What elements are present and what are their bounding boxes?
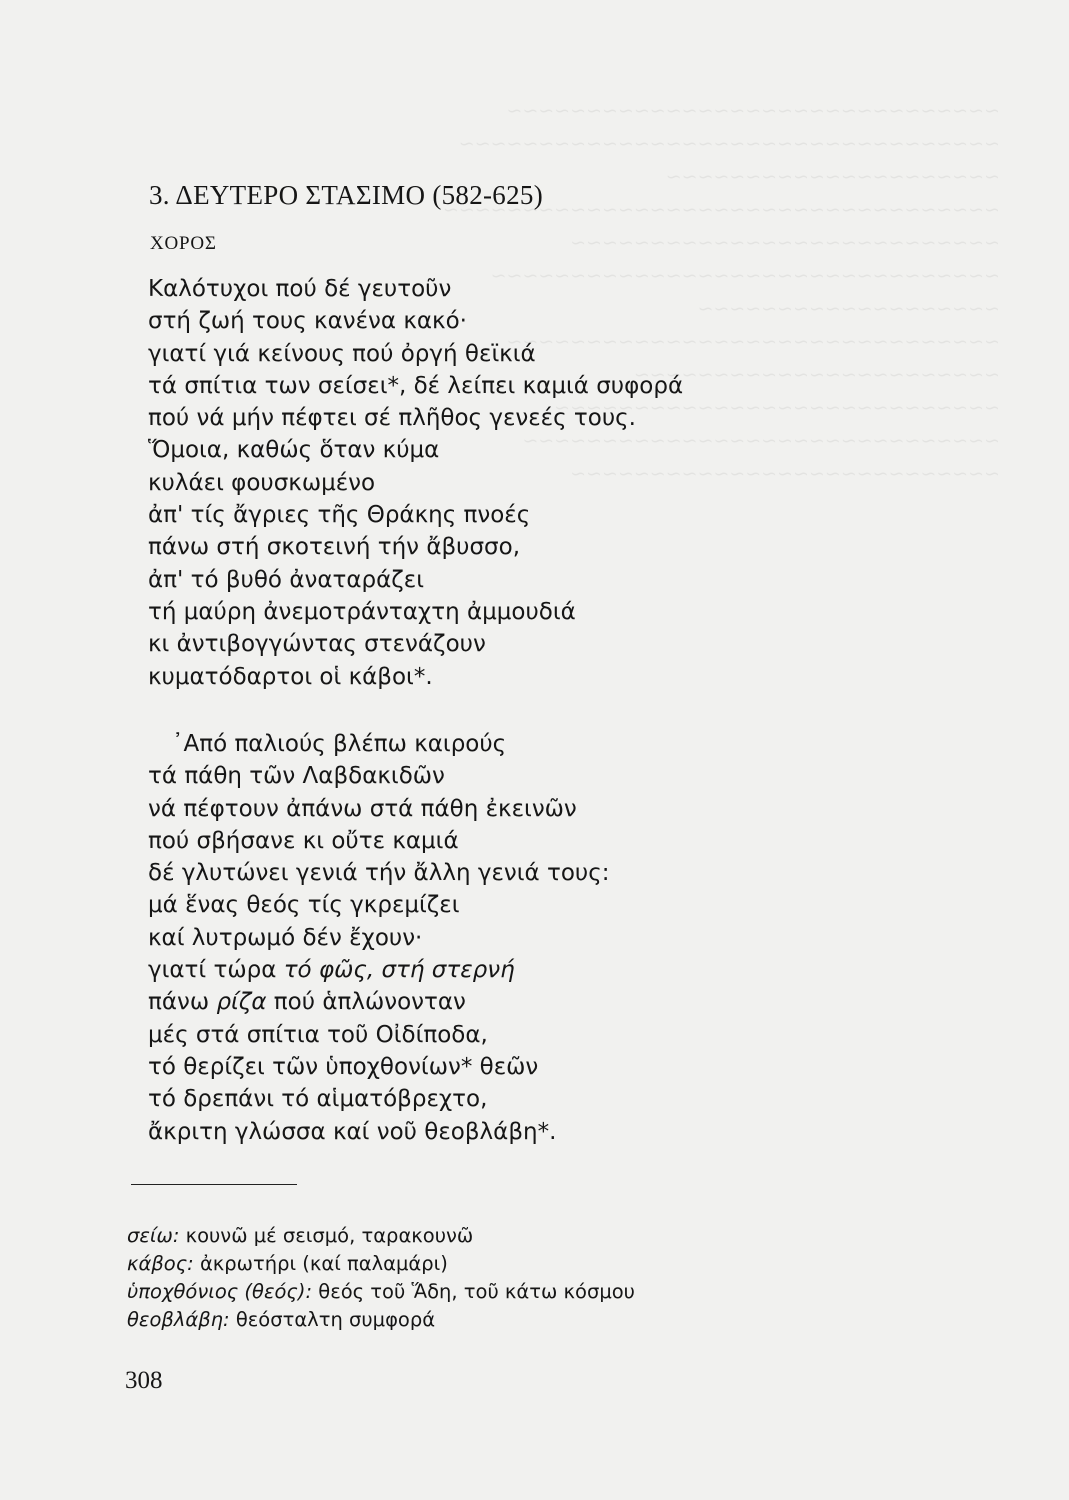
verse-line: πάνω στή σκοτεινή τήν ἄβυσσο, <box>148 534 521 561</box>
verse-line: τό θερίζει τῶν ὑποχθονίων* θεῶν <box>148 1053 539 1080</box>
verse-line: Ὅμοια, καθώς ὅταν κύμα <box>148 437 440 464</box>
verse-fragment: πού ἁπλώνονταν <box>266 989 466 1016</box>
verse-line: καί λυτρωμό δέν ἔχουν· <box>148 924 423 951</box>
italic-fragment: τό φῶς, στή στερνή <box>283 957 515 984</box>
verse-line <box>148 986 768 1018</box>
verse-line: γιατί γιά κείνους πού ὀργή θεϊκιά <box>148 340 536 367</box>
verse-fragment: πάνω <box>148 989 217 1016</box>
footnote <box>127 1222 635 1250</box>
verse-line: Καλότυχοι πού δέ γευτοῦν <box>148 276 452 302</box>
verse-line: μές στά σπίτια τοῦ Οἰδίποδα, <box>148 1021 488 1048</box>
verse-line <box>148 954 768 986</box>
verse-line: νά πέφτουν ἀπάνω στά πάθη ἐκεινῶν <box>148 795 577 822</box>
footnote-term: κάβος: <box>127 1252 194 1275</box>
first-stanza <box>148 273 768 693</box>
verse-line: στή ζωή τους κανένα κακό· <box>148 308 467 335</box>
section-title: 3. ΔΕΥΤΕΡΟ ΣΤΑΣΙΜΟ (582-625) <box>149 180 543 210</box>
verse-line: πού νά μήν πέφτει σέ πλῆθος γενεές τους. <box>148 405 636 432</box>
verse-line: τή μαύρη ἀνεμοτράνταχτη ἀμμουδιά <box>148 598 576 625</box>
verse-fragment: γιατί τώρα <box>148 957 284 984</box>
footnotes <box>127 1222 635 1334</box>
footnote-term: ὑποχθόνιος (θεός): <box>127 1280 313 1303</box>
verse-line: μά ἕνας θεός τίς γκρεμίζει <box>148 892 460 919</box>
footnote-divider <box>131 1184 297 1185</box>
verse-line: ἀπ' τίς ἄγριες τῆς Θράκης πνοές <box>148 502 531 529</box>
footnote-definition: κουνῶ μέ σεισμό, ταρακουνῶ <box>179 1224 474 1247</box>
bleed-through-texture: ~~~~~~~~~~~~~~~~~~~~~~~~~~~~~~~ ~~~~~~~~~~~~~~~~~~~~~~~~~~~~~~~~~~ ~~~~~~~~~~~~~~~~~~~~~ ~~~~~~~~~~~~~~~~~~~~~~~~~~~~~~~~~~~ ~~~~~~~~~~~~~~~~~~~~~~~~~~~ ~~~~~~~~~~~~~~~~~~~~~~~~~~~~~~~~ ~~~~~~~~~~~~~~~~~~~ ~~~~~~~~~~~~~~~~~~~~~~~~~~~~~~~ ~~~~~~~~~~~~~~~~~~~~~~~ ~~~~~~~~~~~~~~~~~~~~~~~~~~~~ ~~~~~~~~~~~~~~~~~~~~~~~~~~~~~~ ~~~~~~~~~~~~~~~~~~~~~~~~~~~ <box>442 100 1000 485</box>
verse-line: κυλάει φουσκωμένο <box>148 469 376 496</box>
verse-line: τά πάθη τῶν Λαβδακιδῶν <box>148 763 445 790</box>
footnote <box>127 1278 635 1306</box>
footnote <box>127 1306 635 1334</box>
footnote-definition: ἀκρωτήρι (καί παλαμάρι) <box>193 1252 448 1275</box>
verse-line: κυματόδαρτοι οἱ κάβοι*. <box>148 663 433 690</box>
speaker-label: ΧΟΡΟΣ <box>150 233 217 254</box>
verse-line: ἄκριτη γλώσσα καί νοῦ θεοβλάβη*. <box>148 1118 557 1145</box>
italic-fragment: ρίζα <box>216 989 267 1016</box>
verse-line: κι ἀντιβογγώντας στενάζουν <box>148 631 486 658</box>
verse-line: τά σπίτια των σείσει*, δέ λείπει καμιά συφορά <box>148 372 684 399</box>
footnote <box>127 1250 635 1278</box>
verse-line: δέ γλυτώνει γενιά τήν ἄλλη γενιά τους: <box>148 860 610 887</box>
verse-line: πού σβήσανε κι οὔτε καμιά <box>148 827 459 854</box>
footnote-definition: θεόσταλτη συμφορά <box>229 1308 436 1331</box>
footnote-term: θεοβλάβη: <box>127 1308 230 1331</box>
footnote-term: σείω: <box>127 1224 180 1247</box>
verse-line: ἀπ' τό βυθό ἀναταράζει <box>148 566 424 593</box>
verse-line: τό δρεπάνι τό αἱματόβρεχτο, <box>148 1086 488 1113</box>
page-number: 308 <box>125 1367 163 1394</box>
second-stanza <box>148 728 768 1148</box>
verse-line: ᾿Από παλιούς βλέπω καιρούς <box>172 731 507 757</box>
footnote-definition: θεός τοῦ Ἅδη, τοῦ κάτω κόσμου <box>312 1280 635 1303</box>
